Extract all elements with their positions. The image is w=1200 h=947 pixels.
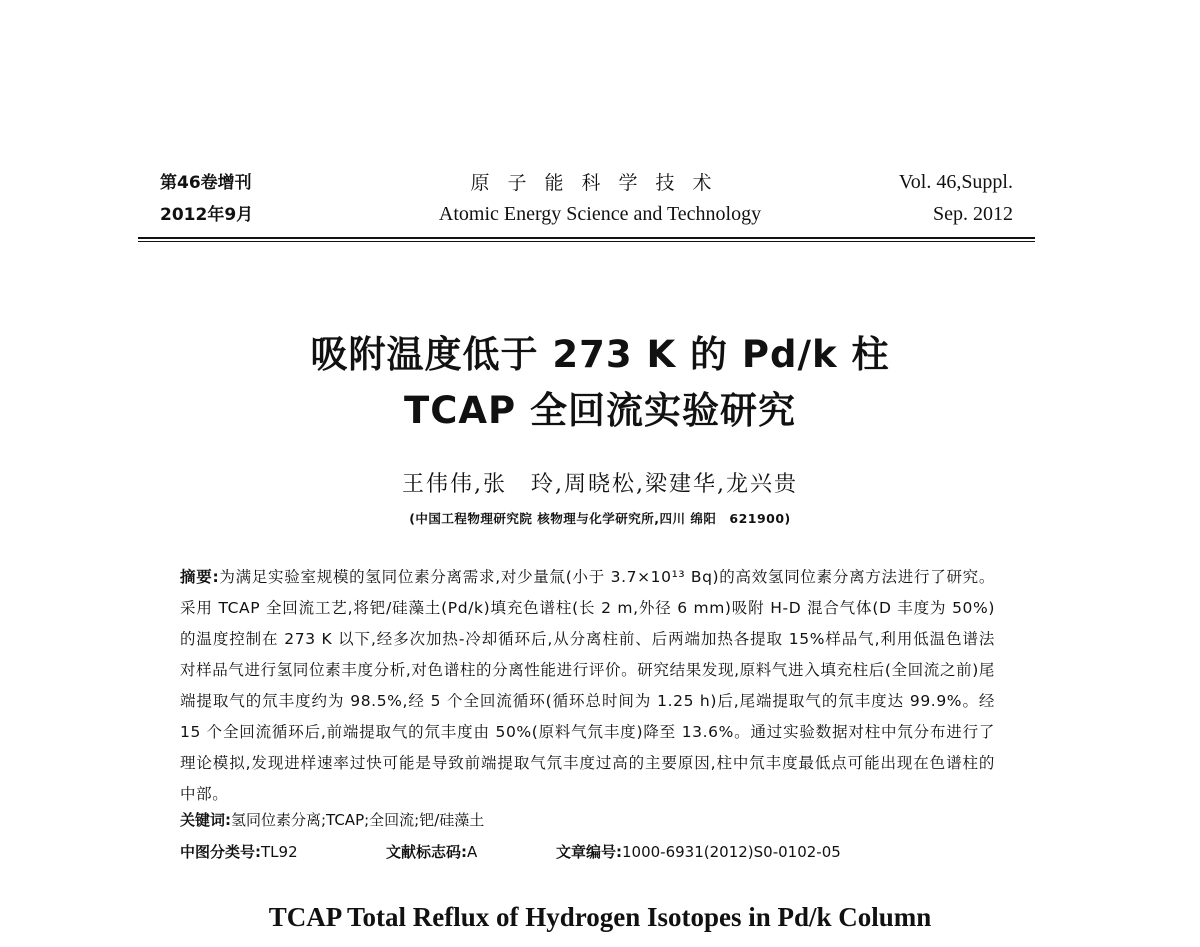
authors: 王伟伟,张 玲,周晓松,梁建华,龙兴贵 bbox=[402, 472, 798, 497]
paper-title-line1: 吸附温度低于 273 K 的 Pd/k 柱 bbox=[310, 333, 890, 376]
date-cn: 2012年9月 bbox=[160, 205, 254, 225]
keywords-text: 氢同位素分离;TCAP;全回流;钯/硅藻土 bbox=[231, 811, 485, 829]
article-number bbox=[556, 841, 976, 862]
journal-name-cn: 原子能科学技术 bbox=[470, 172, 730, 194]
doc-value: A bbox=[467, 843, 478, 861]
article-label: 文章编号: bbox=[556, 843, 622, 861]
abstract-text: 为满足实验室规模的氢同位素分离需求,对少量氚(小于 3.7×10¹³ Bq)的高效氢同位素分离方法进行了研究。采用 TCAP 全回流工艺,将钯/硅藻土(Pd/k)填充色谱柱(长 2 m,外径 6 mm)吸附 H-D 混合气体(D 丰度为 50%)的温度控制在 273 K 以下,经多次加热-冷却循环后,从分离柱前、后两端加热各提取 15%样品气,利用低温色谱法对样品气进行氢同位素丰度分析,对色谱柱的分离性能进行评价。研究结果发现,原料气进入填充柱后(全回流之前)尾端提取气的氘丰度约为 98.5%,经 5 个全回流循环(循环总时间为 1.25 h)后,尾端提取气的氘丰度达 99.9%。经 15 个全回流循环后,前端提取气的氘丰度由 50%(原料气氘丰度)降至 13.6%。通过实验数据对柱中氘分布进行了理论模拟,发现进样速率过快可能是导致前端提取气氘丰度过高的主要原因,柱中氘丰度最低点可能出现在色谱柱的中部。 bbox=[180, 568, 995, 803]
date-en: Sep. 2012 bbox=[933, 203, 1013, 225]
article-value: 1000-6931(2012)S0-0102-05 bbox=[622, 843, 841, 861]
clc-label: 中图分类号: bbox=[180, 843, 261, 861]
affiliation: (中国工程物理研究院 核物理与化学研究所,四川 绵阳 621900) bbox=[409, 511, 791, 526]
english-title: TCAP Total Reflux of Hydrogen Isotopes in Pd/k Column bbox=[268, 902, 932, 932]
abstract-label: 摘要: bbox=[180, 568, 220, 586]
clc-value: TL92 bbox=[261, 843, 298, 861]
paper-title-line2: TCAP 全回流实验研究 bbox=[403, 389, 797, 432]
doc-label: 文献标志码: bbox=[386, 843, 467, 861]
header-rule-thick bbox=[138, 237, 1035, 239]
volume-cn: 第46卷增刊 bbox=[160, 173, 252, 193]
journal-name-en: Atomic Energy Science and Technology bbox=[438, 203, 762, 225]
volume-en: Vol. 46,Suppl. bbox=[898, 171, 1013, 193]
header-rule-thin bbox=[138, 241, 1035, 242]
keywords bbox=[180, 809, 995, 830]
keywords-label: 关键词: bbox=[180, 811, 231, 829]
abstract bbox=[180, 562, 995, 810]
